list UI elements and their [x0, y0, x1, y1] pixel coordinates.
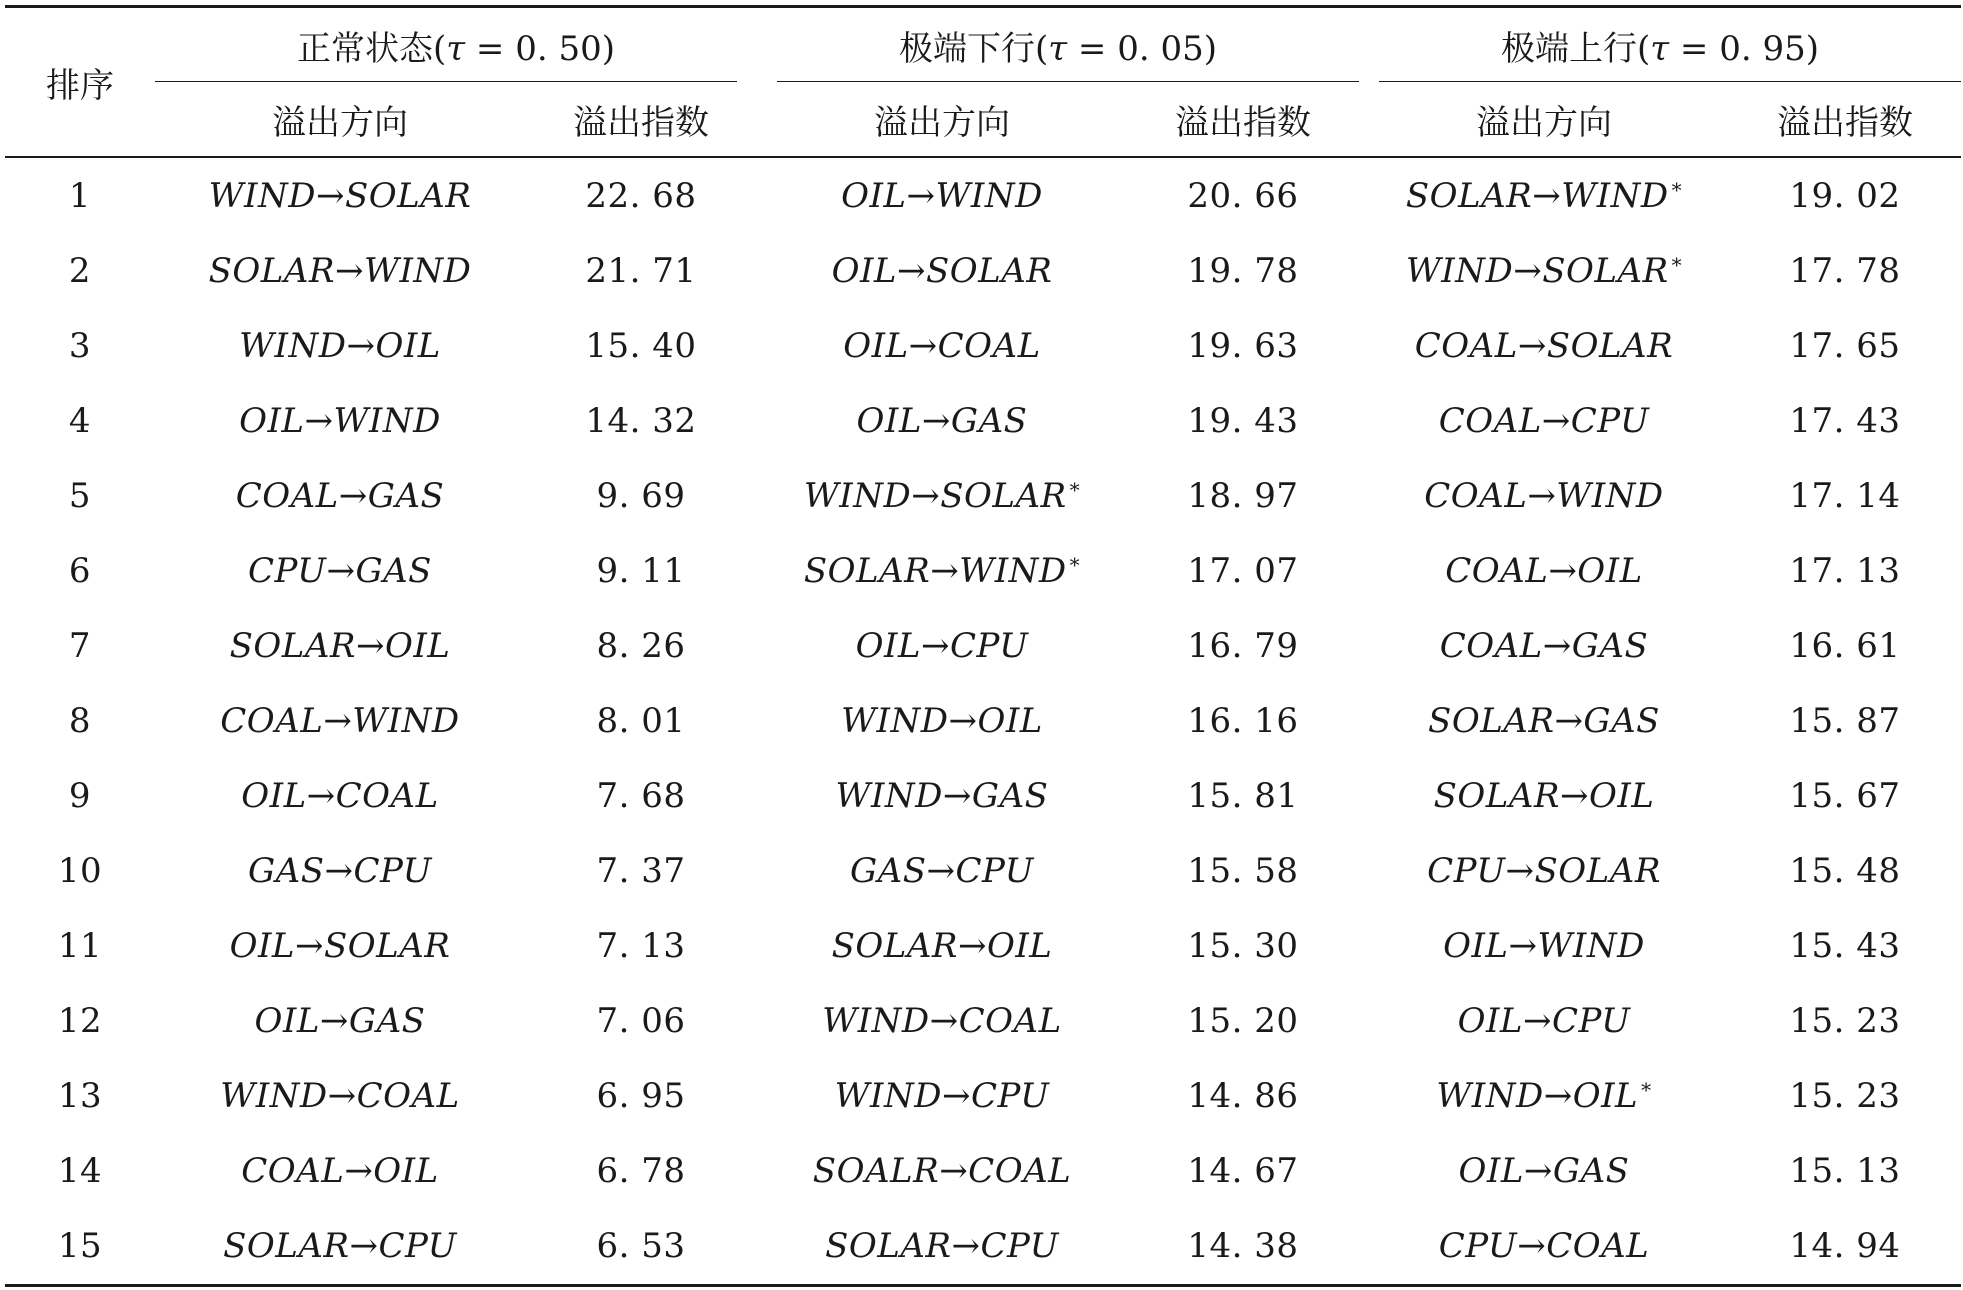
tau-symbol: τ — [1650, 28, 1670, 69]
extreme-up-direction-cell — [1359, 308, 1729, 383]
normal-direction-cell — [155, 1208, 525, 1286]
group-rule — [155, 81, 737, 82]
rank-cell: 2 — [68, 250, 92, 291]
normal-index-cell: 7. 37 — [596, 850, 686, 891]
extreme-up-index-cell: 17. 14 — [1789, 475, 1901, 516]
extreme-down-direction-cell — [757, 308, 1127, 383]
extreme-down-direction-cell — [757, 608, 1127, 683]
direction-text: CPU→SOLAR — [1427, 850, 1661, 891]
normal-direction-cell — [155, 308, 525, 383]
group-label: 正常状态 — [297, 28, 434, 69]
normal-direction-cell — [155, 458, 525, 533]
extreme-down-index-cell: 19. 63 — [1187, 325, 1299, 366]
direction-text: COAL→GAS — [235, 475, 445, 516]
direction-text: OIL→SOLAR — [229, 925, 451, 966]
normal-direction-cell — [155, 233, 525, 308]
normal-direction-cell — [155, 608, 525, 683]
direction-text: OIL→WIND — [239, 400, 441, 441]
rank-cell: 4 — [68, 400, 92, 441]
normal-index-cell: 8. 01 — [596, 700, 686, 741]
table-row — [5, 983, 1961, 1058]
extreme-down-index-cell: 16. 16 — [1187, 700, 1299, 741]
extreme-up-index-cell: 15. 23 — [1789, 1000, 1901, 1041]
extreme-down-index-cell: 20. 66 — [1187, 175, 1299, 216]
direction-text: OIL→GAS — [254, 1000, 426, 1041]
direction-text: WIND→SOLAR — [208, 175, 472, 216]
table-row — [5, 608, 1961, 683]
extreme-up-direction-cell — [1359, 233, 1729, 308]
rank-cell: 15 — [57, 1226, 103, 1266]
table-row — [5, 533, 1961, 608]
index-header: 溢出指数 — [573, 102, 709, 143]
normal-direction-cell — [155, 683, 525, 758]
direction-text: SOLAR→WIND — [803, 550, 1067, 591]
extreme-down-direction-cell — [757, 383, 1127, 458]
extreme-up-direction-cell — [1359, 383, 1729, 458]
extreme-up-index-cell: 15. 87 — [1789, 700, 1901, 741]
extreme-down-direction-cell — [757, 758, 1127, 833]
rank-header: 排序 — [46, 65, 114, 106]
extreme-up-index-cell: 16. 61 — [1789, 625, 1901, 666]
direction-text: CPU→GAS — [248, 550, 432, 591]
normal-direction-cell — [155, 833, 525, 908]
extreme-down-direction-cell — [757, 157, 1127, 233]
group-label: 极端下行 — [899, 28, 1036, 69]
extreme-down-index-cell: 15. 30 — [1187, 925, 1299, 966]
direction-text: COAL→WIND — [1424, 475, 1664, 516]
table-row — [5, 458, 1961, 533]
table-body — [5, 157, 1961, 1286]
direction-text: SOLAR→WIND — [1405, 175, 1669, 216]
direction-text: WIND→CPU — [834, 1075, 1050, 1116]
tau-value: 0. 05 — [1117, 28, 1204, 69]
extreme-down-index-cell: 15. 20 — [1187, 1000, 1299, 1041]
direction-text: COAL→SOLAR — [1414, 325, 1674, 366]
direction-text: OIL→COAL — [241, 775, 439, 816]
direction-text: OIL→WIND — [1443, 925, 1645, 966]
normal-direction-cell — [155, 383, 525, 458]
direction-text: SOLAR→WIND — [208, 250, 472, 291]
extreme-up-index-cell: 19. 02 — [1789, 175, 1901, 216]
rank-cell: 10 — [57, 850, 103, 891]
rank-cell: 8 — [68, 700, 92, 741]
spillover-ranking-table — [5, 5, 1961, 1287]
rank-cell: 13 — [57, 1075, 103, 1116]
significance-mark: * — [1641, 1077, 1652, 1102]
direction-text: WIND→OIL — [1436, 1075, 1639, 1116]
tau-symbol: τ — [446, 28, 466, 69]
rank-cell: 6 — [68, 550, 92, 591]
normal-direction-cell — [155, 758, 525, 833]
direction-text: SOLAR→OIL — [831, 925, 1053, 966]
group-rule — [777, 81, 1359, 82]
extreme-down-direction-cell — [757, 1133, 1127, 1208]
direction-text: OIL→GAS — [856, 400, 1028, 441]
extreme-down-direction-cell — [757, 983, 1127, 1058]
direction-text: SOLAR→CPU — [223, 1226, 457, 1266]
extreme-down-direction-cell — [757, 458, 1127, 533]
header-group-row — [5, 7, 1961, 83]
extreme-up-direction-cell — [1359, 758, 1729, 833]
group-header-normal: 正常状态(τ = 0. 50) — [155, 7, 757, 83]
index-header: 溢出指数 — [1777, 102, 1913, 143]
rank-cell: 3 — [68, 325, 92, 366]
extreme-up-index-cell: 15. 13 — [1789, 1150, 1901, 1191]
direction-text: OIL→CPU — [855, 625, 1029, 666]
extreme-up-direction-cell — [1359, 157, 1729, 233]
group-label: 极端上行 — [1501, 28, 1638, 69]
direction-text: OIL→COAL — [843, 325, 1041, 366]
normal-index-cell: 6. 78 — [596, 1150, 686, 1191]
extreme-down-index-cell: 18. 97 — [1187, 475, 1299, 516]
direction-text: WIND→OIL — [841, 700, 1043, 741]
direction-text: OIL→SOLAR — [831, 250, 1053, 291]
direction-text: COAL→CPU — [1438, 400, 1650, 441]
direction-text: GAS→CPU — [850, 850, 1034, 891]
extreme-up-direction-cell — [1359, 908, 1729, 983]
extreme-down-index-cell: 15. 81 — [1187, 775, 1299, 816]
table-row — [5, 833, 1961, 908]
rank-cell: 5 — [68, 475, 92, 516]
normal-direction-cell — [155, 1133, 525, 1208]
table-row — [5, 758, 1961, 833]
extreme-up-index-cell: 17. 78 — [1789, 250, 1901, 291]
normal-index-cell: 9. 69 — [596, 475, 686, 516]
extreme-up-index-cell: 15. 23 — [1789, 1075, 1901, 1116]
table-row — [5, 1208, 1961, 1286]
extreme-up-direction-cell — [1359, 683, 1729, 758]
extreme-up-index-cell: 14. 94 — [1789, 1226, 1901, 1266]
rank-cell: 1 — [68, 175, 92, 216]
direction-text: OIL→WIND — [841, 175, 1043, 216]
direction-text: COAL→WIND — [220, 700, 460, 741]
direction-text: GAS→CPU — [248, 850, 432, 891]
normal-index-cell: 21. 71 — [585, 250, 697, 291]
normal-index-cell: 14. 32 — [585, 400, 697, 441]
extreme-down-direction-cell — [757, 233, 1127, 308]
extreme-up-index-cell: 15. 67 — [1789, 775, 1901, 816]
normal-index-cell: 22. 68 — [585, 175, 697, 216]
normal-index-cell: 6. 53 — [596, 1226, 686, 1266]
direction-text: SOLAR→OIL — [229, 625, 451, 666]
normal-index-cell: 6. 95 — [596, 1075, 686, 1116]
direction-text: WIND→GAS — [835, 775, 1049, 816]
extreme-up-direction-cell — [1359, 983, 1729, 1058]
extreme-down-index-cell: 19. 78 — [1187, 250, 1299, 291]
table-row — [5, 233, 1961, 308]
significance-mark: * — [1069, 477, 1081, 502]
extreme-up-direction-cell — [1359, 1208, 1729, 1286]
normal-index-cell: 9. 11 — [596, 550, 686, 591]
extreme-up-direction-cell — [1359, 1133, 1729, 1208]
direction-header: 溢出方向 — [1476, 102, 1612, 143]
direction-text: OIL→CPU — [1457, 1000, 1631, 1041]
direction-text: WIND→SOLAR — [1405, 250, 1669, 291]
extreme-up-direction-cell — [1359, 1058, 1729, 1133]
significance-mark: * — [1069, 552, 1081, 577]
extreme-up-index-cell: 15. 43 — [1789, 925, 1901, 966]
normal-direction-cell — [155, 908, 525, 983]
extreme-down-direction-cell — [757, 683, 1127, 758]
direction-text: WIND→COAL — [220, 1075, 460, 1116]
direction-text: OIL→GAS — [1458, 1150, 1630, 1191]
extreme-down-index-cell: 17. 07 — [1187, 550, 1299, 591]
direction-text: SOALR→COAL — [812, 1150, 1072, 1191]
extreme-up-direction-cell — [1359, 458, 1729, 533]
tau-symbol: τ — [1048, 28, 1068, 69]
extreme-up-index-cell: 17. 65 — [1789, 325, 1901, 366]
normal-index-cell: 7. 13 — [596, 925, 686, 966]
extreme-down-index-cell: 19. 43 — [1187, 400, 1299, 441]
direction-text: CPU→COAL — [1438, 1226, 1650, 1266]
group-header-extreme-down: 极端下行(τ = 0. 05) — [757, 7, 1359, 83]
extreme-down-direction-cell — [757, 908, 1127, 983]
direction-text: COAL→OIL — [241, 1150, 439, 1191]
direction-text: WIND→OIL — [239, 325, 441, 366]
header-sub-row — [5, 82, 1961, 157]
tau-value: 0. 95 — [1719, 28, 1806, 69]
direction-text: WIND→COAL — [822, 1000, 1062, 1041]
normal-index-cell: 8. 26 — [596, 625, 686, 666]
normal-direction-cell — [155, 983, 525, 1058]
normal-index-cell: 7. 06 — [596, 1000, 686, 1041]
extreme-down-direction-cell — [757, 533, 1127, 608]
direction-text: COAL→GAS — [1439, 625, 1649, 666]
extreme-down-direction-cell — [757, 1058, 1127, 1133]
direction-text: SOLAR→OIL — [1433, 775, 1655, 816]
rank-cell: 12 — [57, 1000, 103, 1041]
extreme-down-direction-cell — [757, 833, 1127, 908]
extreme-down-index-cell: 14. 86 — [1187, 1075, 1299, 1116]
direction-text: SOLAR→CPU — [825, 1226, 1059, 1266]
rank-cell: 9 — [68, 775, 92, 816]
table-row — [5, 1133, 1961, 1208]
extreme-down-index-cell: 14. 67 — [1187, 1150, 1299, 1191]
table-row — [5, 683, 1961, 758]
significance-mark: * — [1671, 177, 1683, 202]
table-row — [5, 157, 1961, 233]
group-header-extreme-up: 极端上行(τ = 0. 95) — [1359, 7, 1961, 83]
table-row — [5, 383, 1961, 458]
direction-text: COAL→OIL — [1445, 550, 1643, 591]
table-row — [5, 1058, 1961, 1133]
index-header: 溢出指数 — [1175, 102, 1311, 143]
rank-cell: 14 — [57, 1150, 103, 1191]
normal-direction-cell — [155, 533, 525, 608]
extreme-up-direction-cell — [1359, 533, 1729, 608]
table-row — [5, 908, 1961, 983]
table-row — [5, 308, 1961, 383]
rank-cell: 11 — [57, 925, 103, 966]
extreme-down-index-cell: 15. 58 — [1187, 850, 1299, 891]
normal-index-cell: 15. 40 — [585, 325, 697, 366]
extreme-up-index-cell: 15. 48 — [1789, 850, 1901, 891]
extreme-up-index-cell: 17. 43 — [1789, 400, 1901, 441]
extreme-up-direction-cell — [1359, 608, 1729, 683]
group-rule — [1379, 81, 1961, 82]
direction-header: 溢出方向 — [874, 102, 1010, 143]
table-header — [5, 7, 1961, 158]
direction-text: WIND→SOLAR — [803, 475, 1067, 516]
direction-text: SOLAR→GAS — [1428, 700, 1660, 741]
significance-mark: * — [1671, 252, 1683, 277]
rank-cell: 7 — [68, 625, 92, 666]
extreme-down-direction-cell — [757, 1208, 1127, 1286]
normal-index-cell: 7. 68 — [596, 775, 686, 816]
direction-header: 溢出方向 — [272, 102, 408, 143]
extreme-down-index-cell: 14. 38 — [1187, 1226, 1299, 1266]
extreme-up-index-cell: 17. 13 — [1789, 550, 1901, 591]
extreme-up-direction-cell — [1359, 833, 1729, 908]
normal-direction-cell — [155, 1058, 525, 1133]
normal-direction-cell — [155, 157, 525, 233]
tau-value: 0. 50 — [515, 28, 602, 69]
extreme-down-index-cell: 16. 79 — [1187, 625, 1299, 666]
